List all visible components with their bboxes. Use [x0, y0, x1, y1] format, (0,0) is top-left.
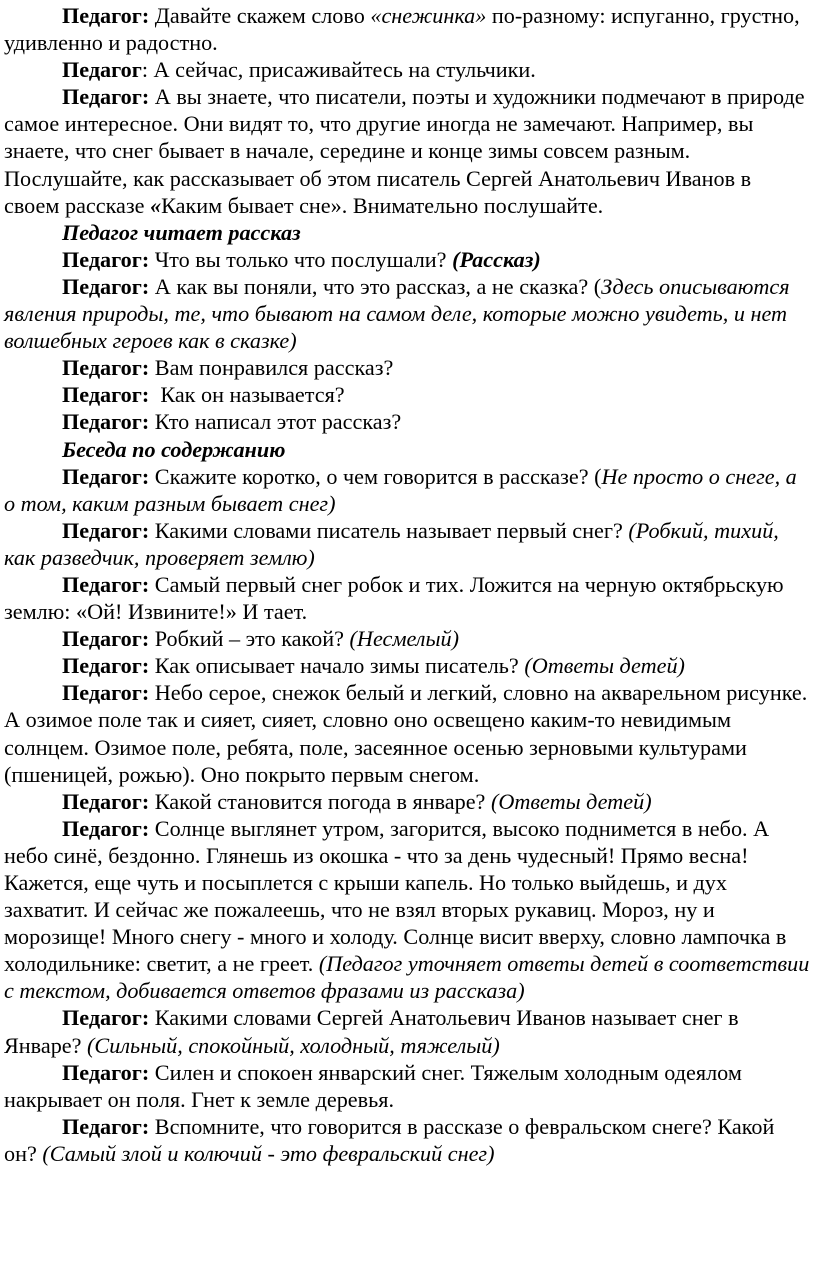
- paragraph: Педагог: Давайте скажем слово «снежинка» по-разному: испуганно, грустно, удивленно и радостно.: [4, 3, 800, 56]
- speaker-label: Педагог:: [62, 788, 150, 814]
- speaker-label: Педагог:: [62, 84, 150, 110]
- speaker-label: Педагог:: [62, 1059, 150, 1085]
- paragraph: Педагог: Какой становится погода в январе? (Ответы детей): [62, 788, 652, 814]
- paragraph: Педагог: Вспомните, что говорится в рассказе о февральском снеге? Какой он? (Самый злой и колючий - это февральский снег): [4, 1113, 775, 1166]
- paragraph: Педагог: Небо серое, снежок белый и легкий, словно на акварельном рисунке. А озимое поле так и сияет, сияет, словно оно освещено каким-то невидимым солнцем. Озимое поле, ребята, поле, засеянное осенью зерновыми культурами (пшеницей, рожью). Оно покрыто первым снегом.: [4, 680, 808, 787]
- speaker-label: Педагог:: [62, 1113, 150, 1139]
- paragraph: Педагог: Солнце выглянет утром, загорится, высоко поднимется в небо. А небо синё, бездонно. Глянешь из окошка - что за день чудесный! Прямо весна! Кажется, еще чуть и посыплется с крыши капель. Но только выйдешь, и дух захватит. И сейчас же пожалеешь, что не взял вторых рукавиц. Мороз, ну и морозище! Много снегу - много и холоду. Солнце висит вверху, словно лампочка в холодильнике: светит, а не греет. (Педагог уточняет ответы детей в соответствии с текстом, добивается ответов фразами из рассказа): [4, 815, 810, 1004]
- paragraph: Педагог: Силен и спокоен январский снег. Тяжелым холодным одеялом накрывает он поля. Гнет к земле деревья.: [4, 1059, 742, 1112]
- speaker-label: Педагог:: [62, 517, 150, 543]
- speaker-label: Педагог:: [62, 463, 150, 489]
- section-heading: Беседа по содержанию: [62, 436, 286, 462]
- paragraph: Педагог: Какими словами писатель называет первый снег? (Робкий, тихий, как разведчик, проверяет землю): [4, 517, 779, 570]
- speaker-label: Педагог:: [62, 409, 150, 435]
- speaker-label: Педагог:: [62, 815, 150, 841]
- paragraph: Педагог: Что вы только что послушали? (Рассказ): [62, 246, 541, 272]
- speaker-label: Педагог:: [62, 571, 150, 597]
- paragraph: Педагог: А сейчас, присаживайтесь на стульчики.: [62, 57, 536, 83]
- paragraph: Педагог: Какими словами Сергей Анатольевич Иванов называет снег в Январе? (Сильный, спокойный, холодный, тяжелый): [4, 1005, 739, 1058]
- speaker-label: Педагог:: [62, 382, 150, 408]
- speaker-label: Педагог:: [62, 653, 150, 679]
- speaker-label: Педагог:: [62, 3, 150, 28]
- paragraph: Педагог: Как он называется?: [62, 382, 345, 408]
- paragraph: Педагог: Робкий – это какой? (Несмелый): [62, 626, 459, 652]
- speaker-label: Педагог:: [62, 273, 150, 299]
- speaker-label: Педагог:: [62, 1005, 150, 1031]
- paragraph: Педагог: Кто написал этот рассказ?: [62, 409, 402, 435]
- speaker-label: Педагог:: [62, 626, 150, 652]
- speaker-label: Педагог:: [62, 355, 150, 381]
- speaker-label: Педагог:: [62, 246, 150, 272]
- paragraph: Педагог: А вы знаете, что писатели, поэты и художники подмечают в природе самое интересное. Они видят то, что другие иногда не замечают. Например, вы знаете, что снег бывает в начале, середине и конце зимы совсем разным. Послушайте, как рассказывает об этом писатель Сергей Анатольевич Иванов в своем рассказе «Каким бывает сне». Внимательно послушайте.: [4, 84, 805, 218]
- paragraph: Педагог: Как описывает начало зимы писатель? (Ответы детей): [62, 653, 685, 679]
- speaker-label: Педагог:: [62, 680, 150, 706]
- section-heading: Педагог читает рассказ: [62, 219, 301, 245]
- paragraph: Педагог: А как вы поняли, что это рассказ, а не сказка? (Здесь описываются явления природы, те, что бывают на самом деле, которые можно увидеть, и нет волшебных героев как в сказке): [4, 273, 790, 354]
- paragraph: Педагог: Скажите коротко, о чем говорится в рассказе? (Не просто о снеге, а о том, каким разным бывает снег): [4, 463, 797, 516]
- paragraph: Педагог: Вам понравился рассказ?: [62, 355, 394, 381]
- speaker-label: Педагог: [62, 57, 142, 83]
- paragraph: Педагог: Самый первый снег робок и тих. Ложится на черную октябрьскую землю: «Ой! Извините!» И тает.: [4, 571, 784, 625]
